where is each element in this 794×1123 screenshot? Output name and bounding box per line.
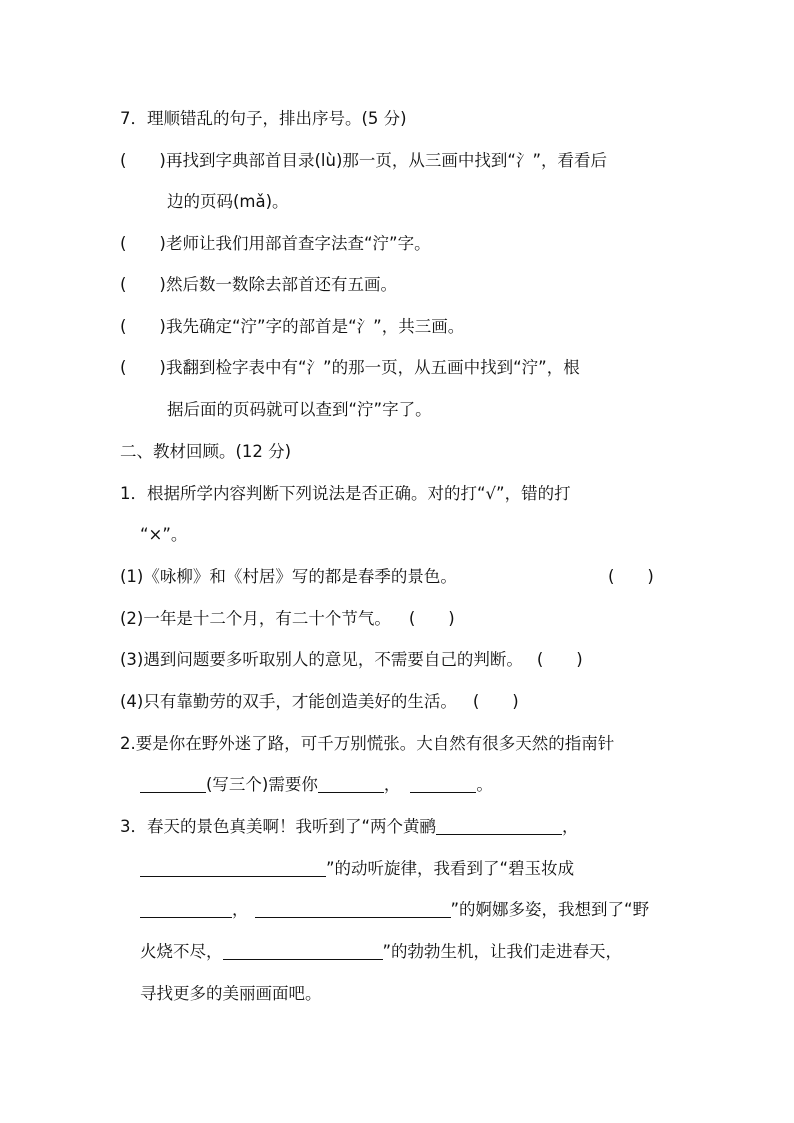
s2-q1-line1: 1．根据所学内容判断下列说法是否正确。对的打“√”，错的打: [120, 484, 571, 503]
answer-paren[interactable]: ( ): [120, 275, 166, 294]
q7-item-1-cont: 边的页码(mǎ)。: [167, 192, 289, 211]
answer-paren[interactable]: ( ): [120, 358, 166, 377]
answer-paren[interactable]: ( ): [120, 317, 166, 336]
answer-blank[interactable]: [140, 858, 326, 877]
answer-blank[interactable]: [140, 899, 232, 918]
s2-q1-line2: “×”。: [140, 525, 188, 544]
s2-q1-item-1: (1)《咏柳》和《村居》写的都是春季的景色。: [120, 567, 457, 586]
q7-item-text: 老师让我们用部首查字法查“泞”字。: [166, 234, 431, 253]
s2-q3-line5: 寻找更多的美丽画面吧。: [140, 984, 322, 1003]
answer-paren[interactable]: ( ): [608, 567, 654, 586]
answer-blank[interactable]: [255, 899, 451, 918]
answer-blank[interactable]: [318, 774, 384, 793]
answer-paren[interactable]: ( ): [408, 609, 455, 628]
s2-q2-line1: 2.要是你在野外迷了路，可千万别慌张。大自然有很多天然的指南针: [120, 734, 615, 753]
answer-blank[interactable]: [140, 774, 206, 793]
s2-q1-item-4: (4)只有靠勤劳的双手，才能创造美好的生活。 ( ): [120, 692, 519, 711]
s2-q1-item-2: (2)一年是十二个月，有二十个节气。 ( ): [120, 609, 455, 628]
q7-title: 7．理顺错乱的句子，排出序号。(5 分): [120, 109, 407, 128]
q7-item-3: [120, 273, 397, 297]
s2-q1-item-3: (3)遇到问题要多听取别人的意见，不需要自己的判断。 ( ): [120, 650, 583, 669]
answer-paren[interactable]: ( ): [120, 234, 166, 253]
q7-item-4: [120, 315, 464, 339]
answer-paren[interactable]: ( ): [472, 692, 519, 711]
s2-q3-line2: ”的动听旋律，我看到了“碧玉妆成: [140, 857, 574, 881]
q7-item-1: [120, 149, 607, 173]
q7-item-text: 然后数一数除去部首还有五画。: [166, 275, 397, 294]
answer-paren[interactable]: ( ): [120, 151, 166, 170]
q7-item-text: 再找到字典部首目录(lù)那一页，从三画中找到“氵”，看看后: [166, 151, 608, 170]
answer-paren[interactable]: ( ): [536, 650, 583, 669]
answer-blank[interactable]: [410, 774, 476, 793]
s2-q3-line4: 火烧不尽， ”的勃勃生机，让我们走进春天，: [140, 942, 623, 961]
q7-item-5-cont: 据后面的页码就可以查到“泞”字了。: [167, 400, 432, 419]
s2-q3-line1: 3．春天的景色真美啊！我听到了“两个黄鹂 ，: [120, 817, 579, 836]
q7-item-text: 我翻到检字表中有“氵”的那一页，从五画中找到“泞”，根: [166, 358, 580, 377]
q7-item-2: [120, 232, 431, 256]
answer-blank[interactable]: [223, 941, 383, 960]
s2-q2-line2: (写三个)需要你 ， 。: [140, 773, 493, 797]
q7-item-5: [120, 356, 580, 380]
section2-title: 二、教材回顾。(12 分): [120, 442, 292, 461]
s2-q3-line3: ， ”的婀娜多姿，我想到了“野: [140, 898, 649, 922]
q7-item-text: 我先确定“泞”字的部首是“氵”，共三画。: [166, 317, 465, 336]
answer-blank[interactable]: [436, 816, 562, 835]
